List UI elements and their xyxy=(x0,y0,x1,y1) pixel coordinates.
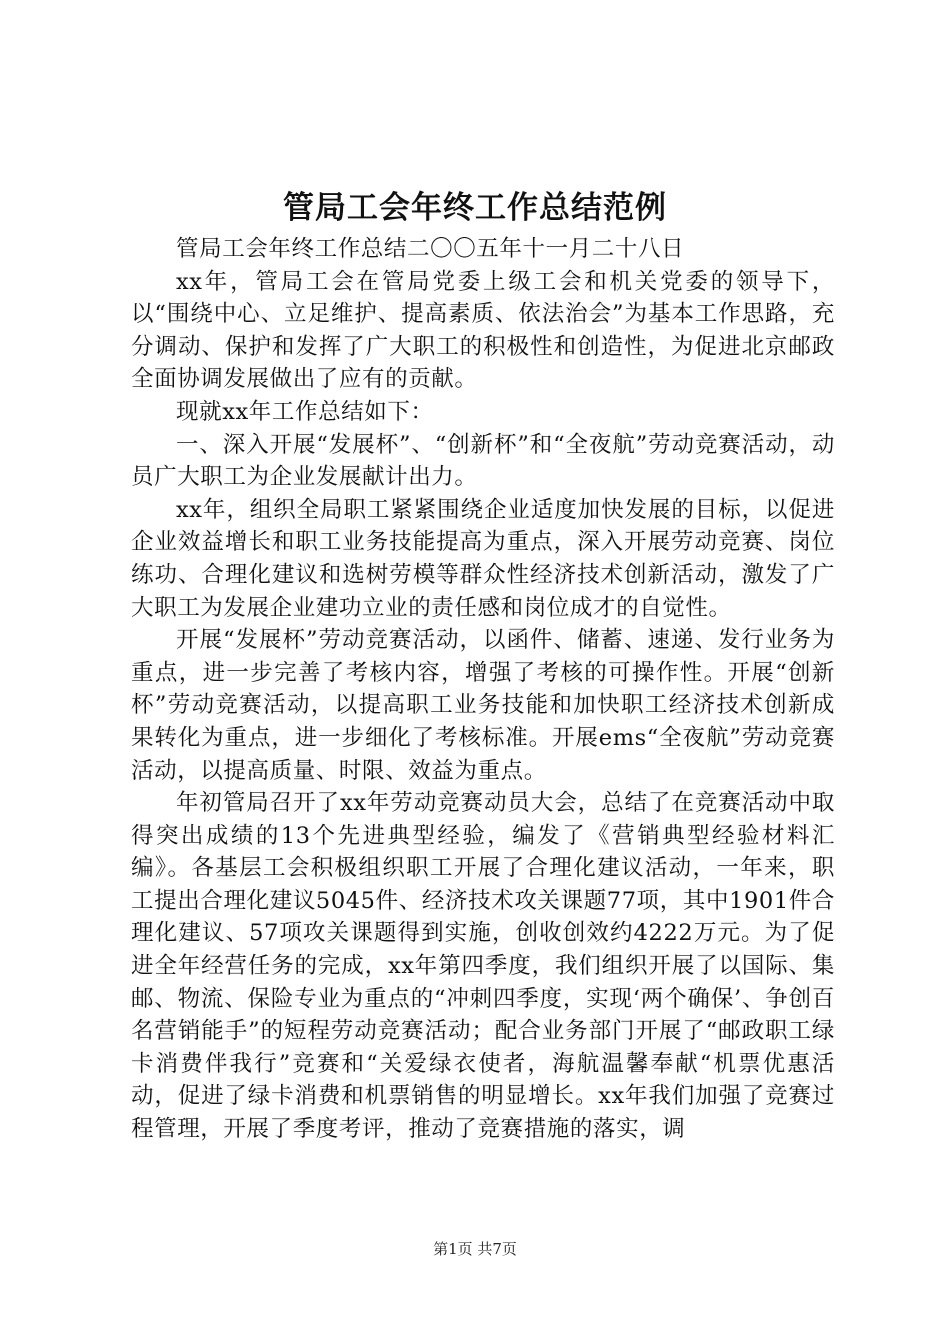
body-paragraph: 年初管局召开了xx年劳动竞赛动员大会，总结了在竞赛活动中取得突出成绩的13个先进典型经验，编发了《营销典型经验材料汇编》。各基层工会积极组织职工开展了合理化建议活动，一年来，职工提出合理化建议5045件、经济技术攻关课题77项，其中1901件合理化建议、57项攻关课题得到实施，创收创效约4222万元。为了促进全年经营任务的完成，xx年第四季度，我们组织开展了以国际、集邮、物流、保险专业为重点的“冲刺四季度，实现‘两个确保’、争创百名营销能手”的短程劳动竞赛活动；配合业务部门开展了“邮政职工绿卡消费伴我行”竞赛和“关爱绿衣使者，海航温馨奉献“机票优惠活动，促进了绿卡消费和机票销售的明显增长。xx年我们加强了竞赛过程管理，开展了季度考评，推动了竞赛措施的落实，调 xyxy=(131,790,835,1143)
section-heading-1: 一、深入开展“发展杯”、“创新杯”和“全夜航”劳动竞赛活动，动员广大职工为企业发展献计出力。 xyxy=(131,431,835,491)
body-paragraph: xx年，组织全局职工紧紧围绕企业适度加快发展的目标，以促进企业效益增长和职工业务技能提高为重点，深入开展劳动竞赛、岗位练功、合理化建议和选树劳模等群众性经济技术创新活动，激发了广大职工为发展企业建功立业的责任感和岗位成才的自觉性。 xyxy=(131,496,835,621)
body-paragraph: 开展“发展杯”劳动竞赛活动，以函件、储蓄、速递、发行业务为重点，进一步完善了考核内容，增强了考核的可操作性。开展“创新杯”劳动竞赛活动，以提高职工业务技能和加快职工经济技术创新成果转化为重点，进一步细化了考核标准。开展ems“全夜航”劳动竞赛活动，以提高质量、时限、效益为重点。 xyxy=(131,627,835,784)
document-body xyxy=(131,233,835,1146)
date-line: 管局工会年终工作总结二〇〇五年十一月二十八日 xyxy=(176,236,685,262)
summary-lead: 现就xx年工作总结如下： xyxy=(176,398,434,425)
document-title: 管局工会年终工作总结范例 xyxy=(283,190,667,226)
page-number-footer: 第1页 共7页 xyxy=(433,1240,517,1258)
intro-paragraph: xx年，管局工会在管局党委上级工会和机关党委的领导下，以“围绕中心、立足维护、提高素质、依法治会”为基本工作思路，充分调动、保护和发挥了广大职工的积极性和创造性，为促进北京邮政全面协调发展做出了应有的贡献。 xyxy=(131,268,835,393)
